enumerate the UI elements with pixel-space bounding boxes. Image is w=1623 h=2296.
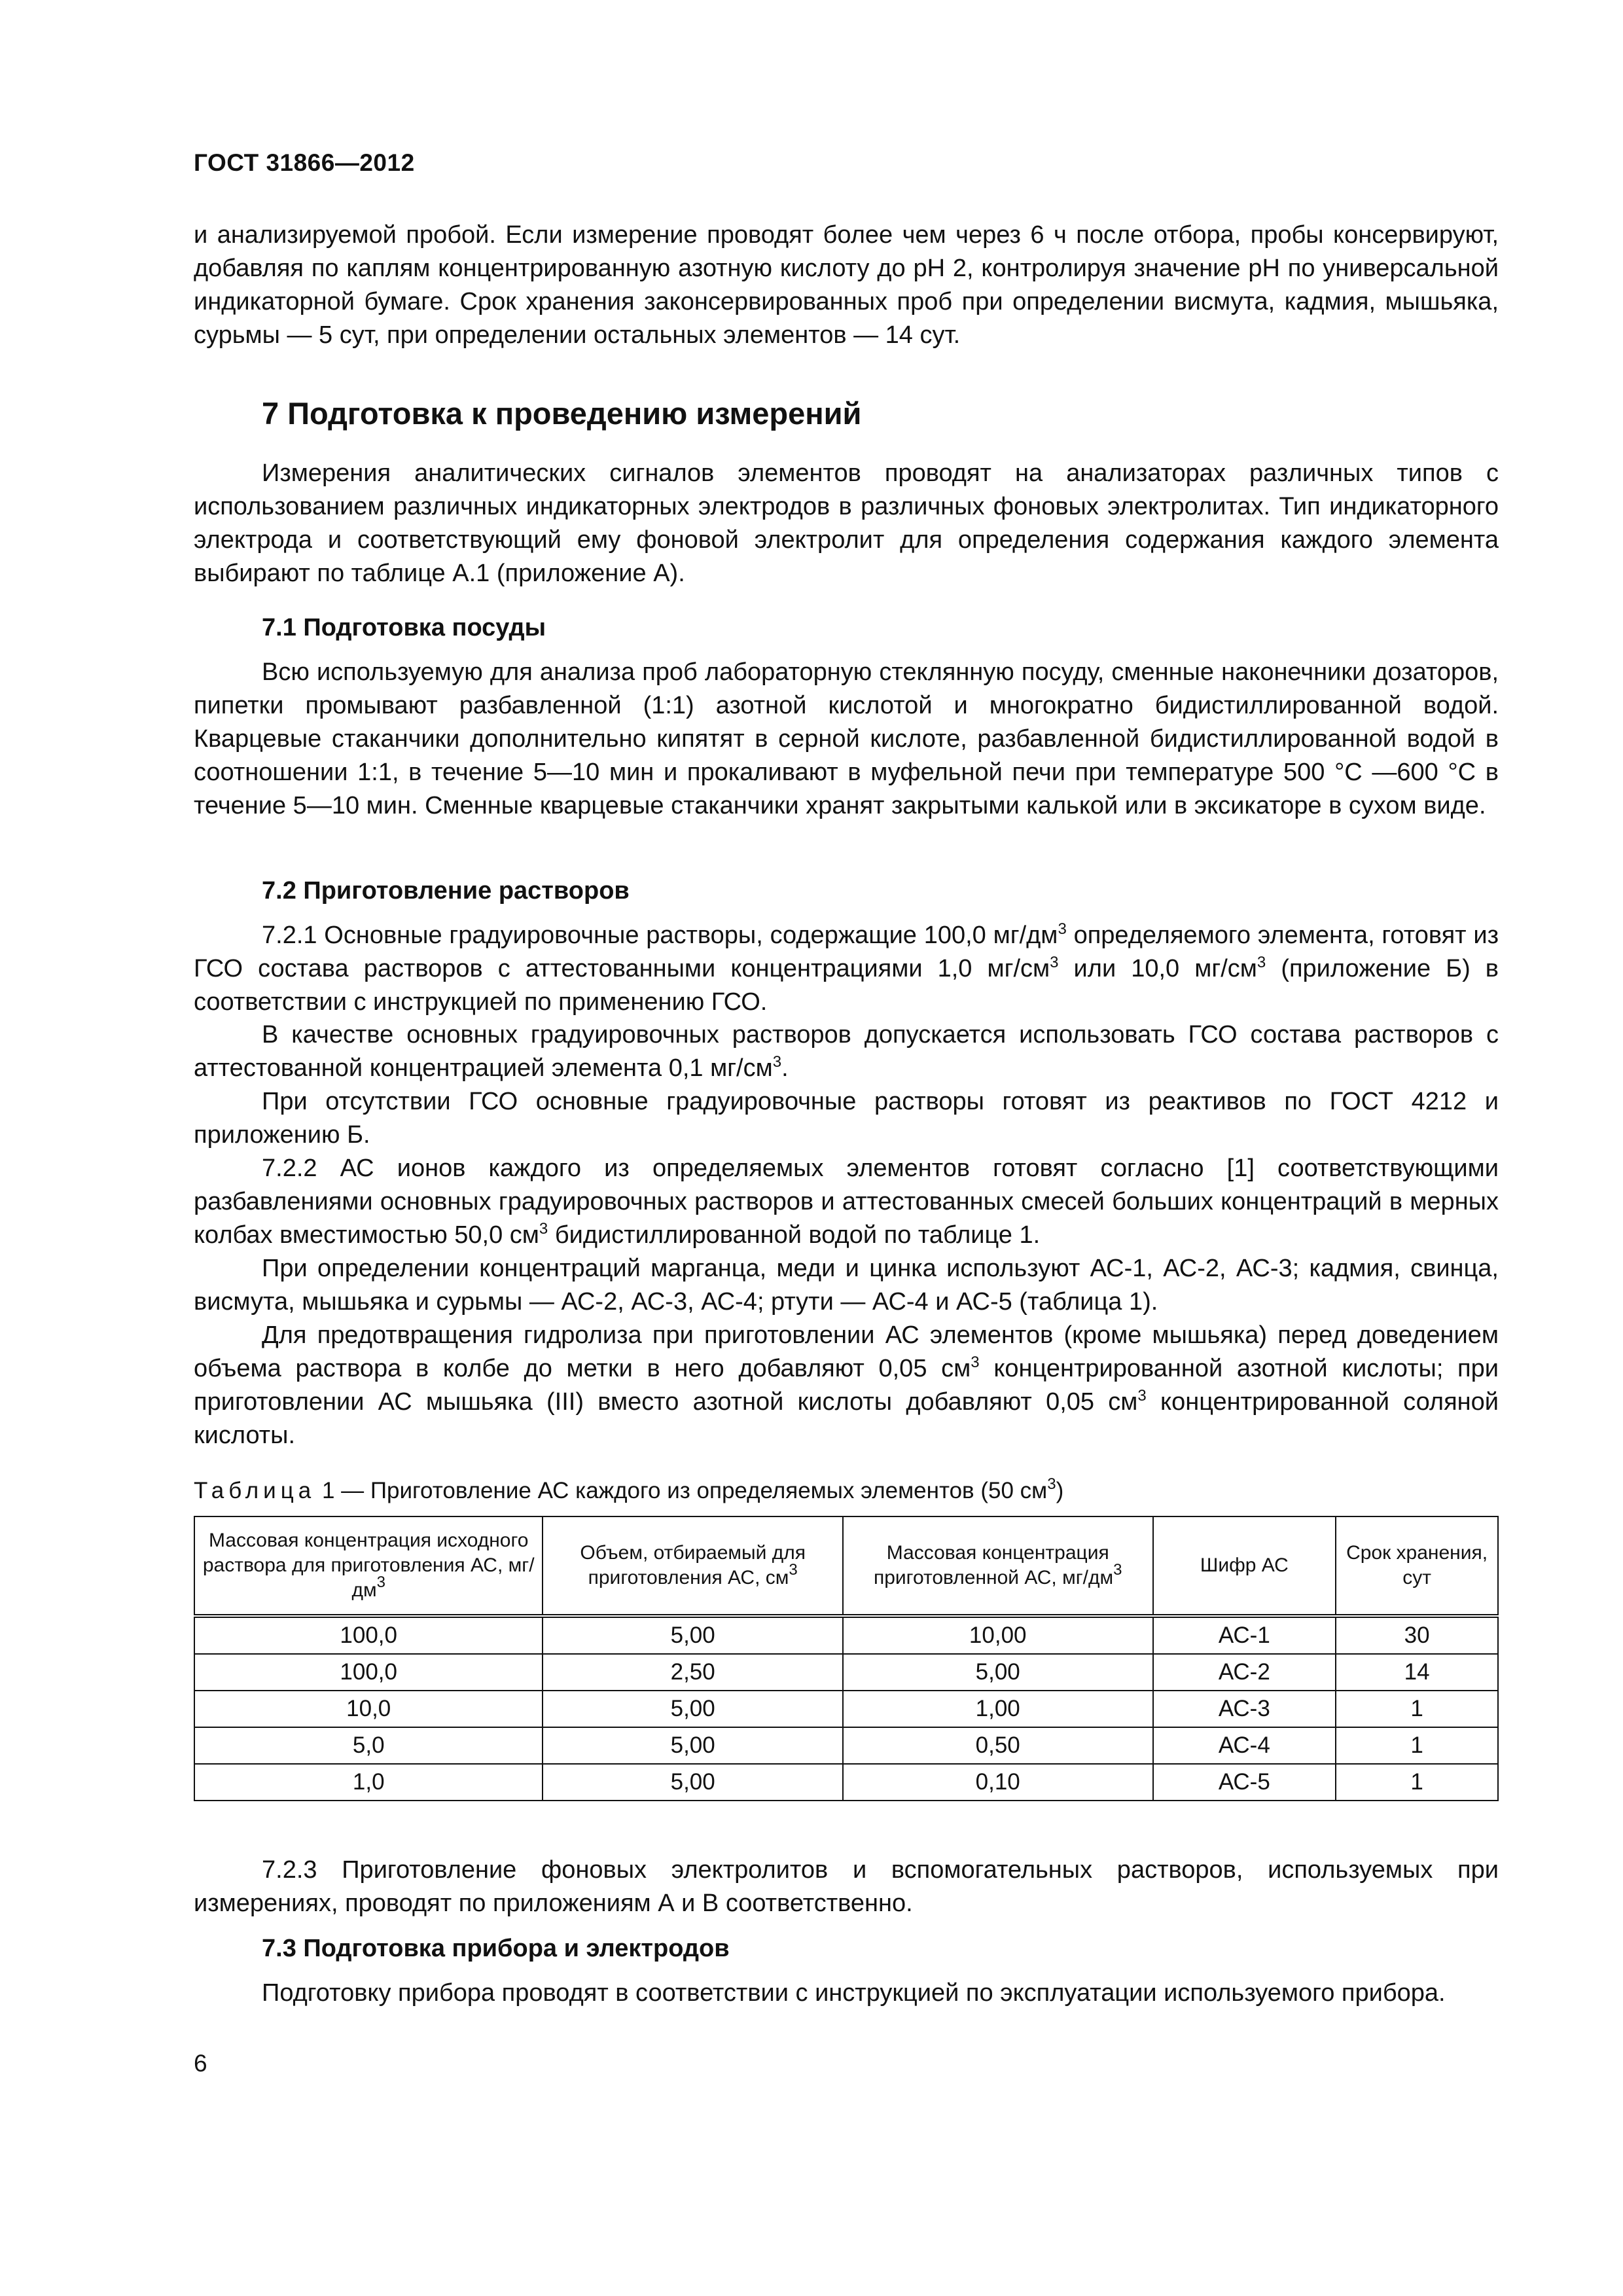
table-cell: 5,00 xyxy=(543,1616,843,1654)
table-cell: 1 xyxy=(1336,1727,1498,1764)
table-1 xyxy=(194,1516,1499,1801)
table-header-cell: Объем, отбираемый для приготовления АС, $см^3$ xyxy=(543,1516,843,1616)
paragraph-as-usage: При определении концентраций марганца, меди и цинка используют АС-1, АС-2, АС-3; кадмия, свинца, висмута, мышьяка и сурьмы — АС-2, АС-3, АС-4; ртути — АС-4 и АС-5 (таблица 1). xyxy=(194,1255,1499,1316)
table-cell: 5,0 xyxy=(194,1727,543,1764)
table-header-cell: Шифр АС xyxy=(1153,1516,1336,1616)
table-header-row xyxy=(194,1516,1498,1616)
paragraph-7-2-3: 7.2.3 Приготовление фоновых электролитов и вспомогательных растворов, используемых при измерениях, проводят по приложениям А и В соответственно. xyxy=(194,1856,1499,1917)
table-cell: 5,00 xyxy=(843,1654,1153,1691)
table-cell: 2,50 xyxy=(543,1654,843,1691)
table-cell: 100,0 xyxy=(194,1654,543,1691)
table-cell: 0,50 xyxy=(843,1727,1153,1764)
table-cell: 10,0 xyxy=(194,1691,543,1727)
table-1-caption: Таблица 1 — Приготовление АС каждого из определяемых элементов (50 $см^3$) xyxy=(194,1475,1064,1503)
paragraph-gso-alternative: В качестве основных градуировочных растворов допускается использовать ГСО состава растворов с аттестованной концентрацией элемента 0,1 $мг/см^3$. xyxy=(194,1021,1499,1082)
table-row xyxy=(194,1654,1498,1691)
section-7-heading: 7 Подготовка к проведению измерений xyxy=(262,396,862,431)
table-cell: АС-1 xyxy=(1153,1616,1336,1654)
intro-paragraph: и анализируемой пробой. Если измерение проводят более чем через 6 ч после отбора, пробы консервируют, добавляя по каплям концентрированную азотную кислоту до pH 2, контролируя значение pH по универсальной индикаторной бумаге. Срок хранения законсервированных проб при определении висмута, кадмия, мышьяка, сурьмы — 5 сут, при определении остальных элементов — 14 сут. xyxy=(194,221,1499,349)
table-header-cell: Срок хранения, сут xyxy=(1336,1516,1498,1616)
table-cell: 5,00 xyxy=(543,1727,843,1764)
table-row xyxy=(194,1691,1498,1727)
section-7-1-paragraph: Всю используемую для анализа проб лабораторную стеклянную посуду, сменные наконечники дозаторов, пипетки промывают разбавленной (1:1) азотной кислотой и многократно бидистиллированной водой. Кварцевые стаканчики дополнительно кипятят в серной кислоте, разбавленной бидистиллированной водой в соотношении 1:1, в течение 5—10 мин и прокаливают в муфельной печи при температуре 500 °С —600 °С в течение 5—10 мин. Сменные кварцевые стаканчики хранят закрытыми калькой или в эксикаторе в сухом виде. xyxy=(194,658,1499,819)
table-cell: 14 xyxy=(1336,1654,1498,1691)
section-7-1-heading: 7.1 Подготовка посуды xyxy=(262,614,546,641)
paragraph-7-2-1: 7.2.1 Основные градуировочные растворы, содержащие 100,0 $мг/дм^3$ определяемого элемента, готовят из ГСО состава растворов с аттестованными концентрациями 1,0 $мг/см^3$ или 10,0 $мг/см^3$ (приложение Б) в соответствии с инструкцией по применению ГСО. xyxy=(194,920,1499,1016)
table-row xyxy=(194,1616,1498,1654)
document-header: ГОСТ 31866—2012 xyxy=(194,149,415,176)
section-7-3-heading: 7.3 Подготовка прибора и электродов xyxy=(262,1935,730,1962)
table-header-cell: Массовая концентрация приготовленной АС, $мг/дм^3$ xyxy=(843,1516,1153,1616)
table-cell: АС-4 xyxy=(1153,1727,1336,1764)
table-cell: 0,10 xyxy=(843,1764,1153,1801)
table-cell: 10,00 xyxy=(843,1616,1153,1654)
table-row xyxy=(194,1727,1498,1764)
paragraph-hydrolysis: Для предотвращения гидролиза при приготовлении АС элементов (кроме мышьяка) перед доведением объема раствора в колбе до метки в него добавляют 0,05 $см^3$ концентрированной азотной кислоты; при приготовлении АС мышьяка (III) вместо азотной кислоты добавляют 0,05 $см^3$ концентрированной соляной кислоты. xyxy=(194,1321,1499,1449)
table-cell: 100,0 xyxy=(194,1616,543,1654)
table-header-cell: Массовая концентрация исходного раствора для приготовления АС, $мг/дм^3$ xyxy=(194,1516,543,1616)
table-cell: 5,00 xyxy=(543,1764,843,1801)
table-row xyxy=(194,1764,1498,1801)
table-cell: 1 xyxy=(1336,1691,1498,1727)
section-7-2-heading: 7.2 Приготовление растворов xyxy=(262,877,630,905)
table-cell: 1,0 xyxy=(194,1764,543,1801)
paragraph-no-gso: При отсутствии ГСО основные градуировочные растворы готовят из реактивов по ГОСТ 4212 и приложению Б. xyxy=(194,1088,1499,1149)
table-cell: АС-2 xyxy=(1153,1654,1336,1691)
page-number: 6 xyxy=(194,2050,207,2077)
section-7-3-paragraph: Подготовку прибора проводят в соответствии с инструкцией по эксплуатации используемого прибора. xyxy=(262,1979,1446,2007)
table-cell: АС-5 xyxy=(1153,1764,1336,1801)
table-cell: 30 xyxy=(1336,1616,1498,1654)
table-cell: 1,00 xyxy=(843,1691,1153,1727)
paragraph-7-2-2: 7.2.2 АС ионов каждого из определяемых элементов готовят согласно [1] соответствующими разбавлениями основных градуировочных растворов и аттестованных смесей больших концентраций в мерных колбах вместимостью 50,0 $см^3$ бидистиллированной водой по таблице 1. xyxy=(194,1155,1499,1249)
table-cell: 5,00 xyxy=(543,1691,843,1727)
section-7-paragraph: Измерения аналитических сигналов элементов проводят на анализаторах различных типов с использованием различных индикаторных электродов в различных фоновых электролитах. Тип индикаторного электрода и соответствующий ему фоновой электролит для определения содержания каждого элемента выбирают по таблице А.1 (приложение А). xyxy=(194,459,1499,587)
table-cell: 1 xyxy=(1336,1764,1498,1801)
table-cell: АС-3 xyxy=(1153,1691,1336,1727)
